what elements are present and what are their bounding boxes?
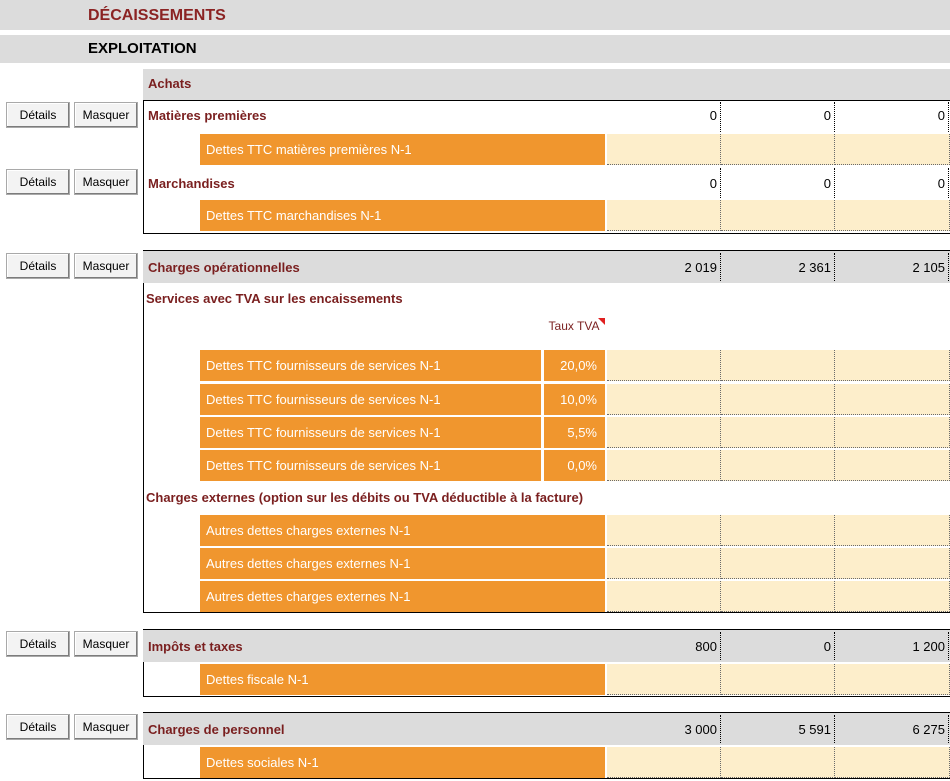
impots-debt-cell-3[interactable]	[835, 664, 950, 695]
col-sep	[948, 253, 949, 281]
services-cell-1-2[interactable]	[721, 350, 835, 381]
subheader-band	[0, 35, 950, 63]
achats-header	[143, 69, 950, 100]
matieres-value-3: 0	[937, 108, 945, 123]
page-title: DÉCAISSEMENTS	[88, 7, 226, 24]
divider	[143, 696, 950, 697]
external-debt-label-1: Autres dettes charges externes N-1	[200, 515, 605, 546]
personnel-debt-label: Dettes sociales N-1	[200, 747, 605, 778]
charges-op-value-3: 2 105	[912, 260, 945, 275]
personnel-value-1: 3 000	[684, 722, 717, 737]
impots-label: Impôts et taxes	[148, 639, 243, 654]
col-sep	[834, 632, 835, 660]
comment-indicator-icon	[598, 318, 605, 325]
personnel-debt-cell-3[interactable]	[835, 747, 950, 778]
services-cell-3-3[interactable]	[835, 417, 950, 448]
services-cell-2-1[interactable]	[607, 384, 721, 415]
impots-debt-cell-1[interactable]	[607, 664, 721, 695]
details-button-matieres[interactable]: Détails	[6, 102, 70, 128]
details-button-personnel[interactable]: Détails	[6, 714, 70, 740]
header-band	[0, 0, 950, 30]
impots-row	[143, 629, 950, 662]
matieres-debt-cell-3[interactable]	[835, 134, 950, 165]
divider	[143, 233, 950, 234]
page-subtitle: EXPLOITATION	[88, 40, 197, 57]
services-cell-4-2[interactable]	[721, 450, 835, 481]
external-cell-2-2[interactable]	[721, 548, 835, 579]
col-sep	[720, 253, 721, 281]
external-cell-1-2[interactable]	[721, 515, 835, 546]
services-debt-label-2: Dettes TTC fournisseurs de services N-1	[200, 384, 541, 415]
matieres-debt-label: Dettes TTC matières premières N-1	[200, 134, 605, 165]
matieres-label: Matières premières	[148, 108, 267, 123]
marchandises-value-1: 0	[709, 176, 717, 191]
personnel-value-2: 5 591	[798, 722, 831, 737]
services-debt-label-3: Dettes TTC fournisseurs de services N-1	[200, 417, 541, 448]
services-cell-2-3[interactable]	[835, 384, 950, 415]
services-cell-3-2[interactable]	[721, 417, 835, 448]
charges-op-label: Charges opérationnelles	[148, 260, 300, 275]
charges-op-frame	[143, 250, 144, 612]
external-cell-3-3[interactable]	[835, 581, 950, 612]
external-cell-3-1[interactable]	[607, 581, 721, 612]
marchandises-debt-cell-2[interactable]	[721, 200, 835, 231]
personnel-value-3: 6 275	[912, 722, 945, 737]
services-rate-1[interactable]: 20,0%	[544, 350, 605, 381]
marchandises-debt-label: Dettes TTC marchandises N-1	[200, 200, 605, 231]
matieres-value-2: 0	[823, 108, 831, 123]
hide-button-marchandises[interactable]: Masquer	[74, 169, 138, 195]
impots-value-2: 0	[823, 639, 831, 654]
col-sep	[720, 632, 721, 660]
hide-button-personnel[interactable]: Masquer	[74, 714, 138, 740]
personnel-debt-cell-2[interactable]	[721, 747, 835, 778]
marchandises-debt-cell-3[interactable]	[835, 200, 950, 231]
marchandises-debt-cell-1[interactable]	[607, 200, 721, 231]
details-button-charges-op[interactable]: Détails	[6, 253, 70, 279]
col-sep	[948, 102, 949, 132]
matieres-debt-cell-2[interactable]	[721, 134, 835, 165]
marchandises-value-3: 0	[937, 176, 945, 191]
hide-button-charges-op[interactable]: Masquer	[74, 253, 138, 279]
charges-op-value-1: 2 019	[684, 260, 717, 275]
col-sep	[834, 168, 835, 198]
col-sep	[948, 168, 949, 198]
external-cell-1-3[interactable]	[835, 515, 950, 546]
col-sep	[834, 102, 835, 132]
services-rate-3[interactable]: 5,5%	[544, 417, 605, 448]
services-cell-4-1[interactable]	[607, 450, 721, 481]
divider	[143, 612, 950, 613]
divider	[143, 100, 950, 101]
impots-debt-label: Dettes fiscale N-1	[200, 664, 605, 695]
personnel-row	[143, 712, 950, 745]
col-sep	[948, 632, 949, 660]
external-debt-label-2: Autres dettes charges externes N-1	[200, 548, 605, 579]
external-charges-heading: Charges externes (option sur les débits ou TVA déductible à la facture)	[146, 490, 584, 505]
col-sep	[720, 715, 721, 743]
external-cell-2-3[interactable]	[835, 548, 950, 579]
external-cell-2-1[interactable]	[607, 548, 721, 579]
external-debt-label-3: Autres dettes charges externes N-1	[200, 581, 605, 612]
col-sep	[834, 253, 835, 281]
col-sep	[948, 715, 949, 743]
services-rate-4[interactable]: 0,0%	[544, 450, 605, 481]
services-debt-label-4: Dettes TTC fournisseurs de services N-1	[200, 450, 541, 481]
services-debt-label-1: Dettes TTC fournisseurs de services N-1	[200, 350, 541, 381]
impots-debt-cell-2[interactable]	[721, 664, 835, 695]
external-cell-1-1[interactable]	[607, 515, 721, 546]
marchandises-label: Marchandises	[148, 176, 235, 191]
charges-op-value-2: 2 361	[798, 260, 831, 275]
hide-button-impots[interactable]: Masquer	[74, 631, 138, 657]
services-cell-3-1[interactable]	[607, 417, 721, 448]
impots-value-3: 1 200	[912, 639, 945, 654]
hide-button-matieres[interactable]: Masquer	[74, 102, 138, 128]
services-cell-1-3[interactable]	[835, 350, 950, 381]
col-sep	[720, 102, 721, 132]
divider	[143, 778, 950, 779]
services-heading: Services avec TVA sur les encaissements	[146, 291, 403, 306]
vat-rate-header: Taux TVA	[548, 319, 600, 333]
services-cell-1-1[interactable]	[607, 350, 721, 381]
matieres-debt-cell-1[interactable]	[607, 134, 721, 165]
col-sep	[720, 168, 721, 198]
services-rate-2[interactable]: 10,0%	[544, 384, 605, 415]
services-cell-2-2[interactable]	[721, 384, 835, 415]
matieres-value-1: 0	[709, 108, 717, 123]
details-button-impots[interactable]: Détails	[6, 631, 70, 657]
impots-value-1: 800	[695, 639, 717, 654]
services-cell-4-3[interactable]	[835, 450, 950, 481]
achats-label: Achats	[148, 76, 192, 91]
personnel-label: Charges de personnel	[148, 722, 285, 737]
marchandises-value-2: 0	[823, 176, 831, 191]
external-cell-3-2[interactable]	[721, 581, 835, 612]
personnel-debt-cell-1[interactable]	[607, 747, 721, 778]
col-sep	[834, 715, 835, 743]
charges-op-row	[143, 250, 950, 283]
details-button-marchandises[interactable]: Détails	[6, 169, 70, 195]
